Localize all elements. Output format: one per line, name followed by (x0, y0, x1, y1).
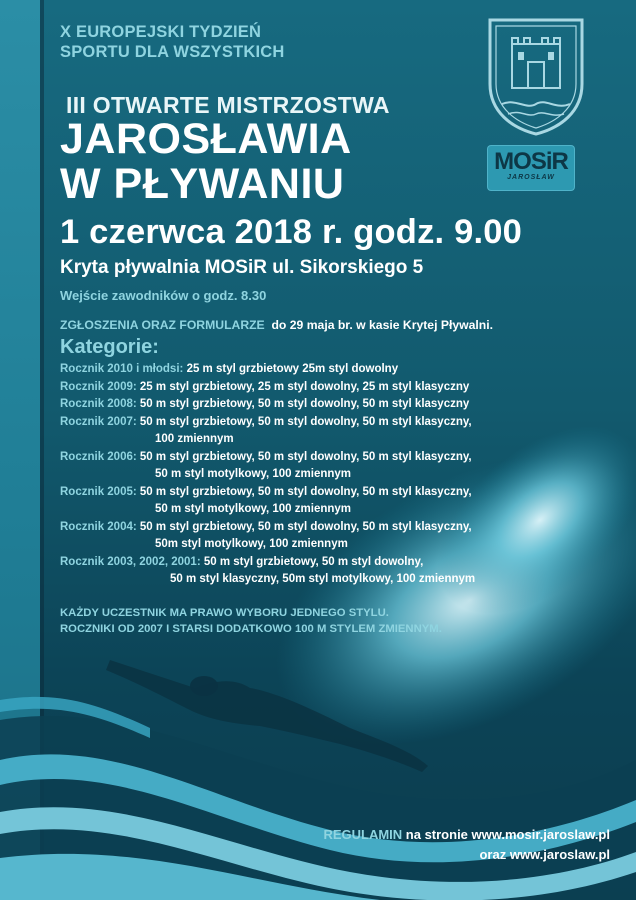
registration-info (60, 318, 493, 332)
series-line-2: SPORTU DLA WSZYSTKICH (60, 43, 285, 61)
mosir-logo-text: MOSiR (494, 148, 568, 175)
category-events: 50 m styl grzbietowy, 50 m styl dowolny, (203, 555, 424, 568)
category-events-continued: 50m styl motylkowy, 100 zmiennym (155, 538, 348, 550)
mosir-logo (488, 146, 574, 190)
rule-line-1: KAŻDY UCZESTNIK MA PRAWO WYBORU JEDNEGO STYLU. (60, 607, 389, 619)
category-events: 50 m styl grzbietowy, 50 m styl dowolny, 50 m styl klasyczny, (139, 485, 472, 498)
title-line-2: W PŁYWANIU (60, 160, 345, 208)
regulations-info (323, 825, 610, 865)
coat-of-arms-icon (482, 14, 590, 136)
category-item (60, 554, 475, 589)
title-line-1: JAROSŁAWIA (60, 115, 352, 163)
event-title (60, 117, 352, 207)
category-item (60, 449, 475, 484)
category-events: 25 m styl grzbietowy 25m styl dowolny (186, 363, 399, 375)
categories-list (60, 361, 475, 589)
category-year: Rocznik 2009: (60, 380, 137, 393)
category-item (60, 519, 475, 554)
category-events: 50 m styl grzbietowy, 50 m styl dowolny, 50 m styl klasyczny, (139, 415, 472, 428)
regulations-website-link-2[interactable]: oraz www.jaroslaw.pl (479, 847, 610, 862)
category-year: Rocznik 2007: (60, 415, 137, 428)
category-events: 50 m styl grzbietowy, 50 m styl dowolny, 50 m styl klasyczny (139, 398, 470, 410)
category-item (60, 414, 475, 449)
category-item (60, 379, 475, 397)
regulations-line-1 (323, 825, 610, 845)
category-item (60, 396, 475, 414)
series-line-1: X EUROPEJSKI TYDZIEŃ (60, 23, 262, 41)
edition-label: III OTWARTE MISTRZOSTWA (66, 92, 390, 118)
participation-rules (60, 605, 442, 637)
category-year: Rocznik 2006: (60, 450, 137, 463)
regulations-website-link[interactable]: na stronie www.mosir.jaroslaw.pl (405, 827, 610, 842)
category-events-continued: 100 zmiennym (155, 433, 234, 445)
category-year: Rocznik 2005: (60, 485, 137, 498)
category-year: Rocznik 2008: (60, 398, 137, 410)
rule-line-2: ROCZNIKI OD 2007 I STARSI DODATKOWO 100 M STYLEM ZMIENNYM. (60, 623, 442, 635)
category-year: Rocznik 2003, 2002, 2001: (60, 555, 201, 568)
mosir-logo-subtext: JAROSŁAW (507, 174, 555, 181)
category-item (60, 484, 475, 519)
entry-time: Wejście zawodników o godz. 8.30 (60, 288, 267, 303)
category-events-continued: 50 m styl klasyczny, 50m styl motylkowy, 100 zmiennym (170, 573, 476, 585)
category-item (60, 361, 475, 379)
registration-label: ZGŁOSZENIA ORAZ FORMULARZE (60, 318, 265, 332)
category-events: 50 m styl grzbietowy, 50 m styl dowolny, 50 m styl klasyczny, (139, 450, 472, 463)
category-events-continued: 50 m styl motylkowy, 100 zmiennym (155, 503, 352, 515)
category-events: 25 m styl grzbietowy, 25 m styl dowolny, 25 m styl klasyczny (139, 380, 470, 393)
category-events-continued: 50 m styl motylkowy, 100 zmiennym (155, 468, 352, 480)
category-year: Rocznik 2010 i młodsi: (60, 363, 184, 375)
swimmer-silhouette (100, 640, 430, 780)
category-year: Rocznik 2004: (60, 520, 137, 533)
categories-heading: Kategorie: (60, 336, 159, 358)
regulations-label: REGULAMIN (323, 827, 403, 842)
event-venue: Kryta pływalnia MOSiR ul. Sikorskiego 5 (60, 257, 424, 278)
event-date-time: 1 czerwca 2018 r. godz. 9.00 (60, 213, 523, 251)
event-series (60, 22, 285, 62)
category-events: 50 m styl grzbietowy, 50 m styl dowolny, 50 m styl klasyczny, (139, 520, 472, 533)
registration-text: do 29 maja br. w kasie Krytej Pływalni. (271, 318, 493, 332)
